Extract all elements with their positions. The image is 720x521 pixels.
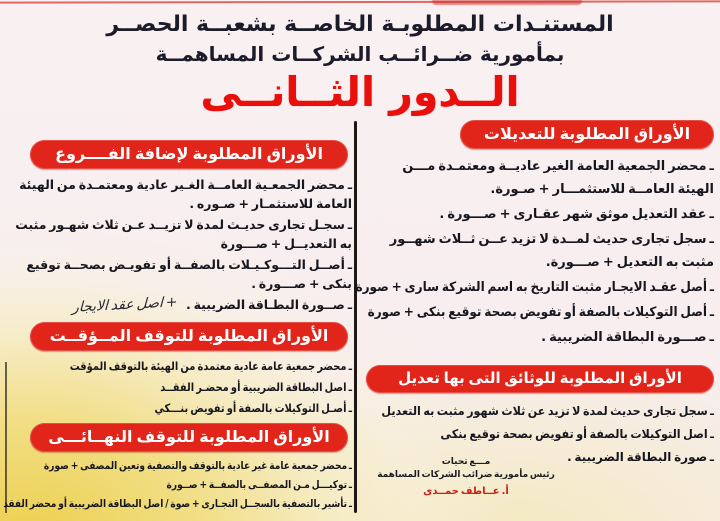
list-item: ـ أصــل التـــوكـيـلات بالصفــة أو تفويـض بصحــة توقيع بنكى + صـــورة . <box>26 257 352 291</box>
top-edge-line <box>0 0 720 3</box>
section-final-stop <box>3 423 353 513</box>
list-item: ـ صورة البطاقة الضريبية . <box>567 450 714 464</box>
right-column <box>355 112 714 497</box>
list-item: ـ اصل البطاقة الضريبية أو محضـر الفقــد <box>160 380 352 394</box>
list-item: ـ أصل عقـد الايجـار مثبت التاريخ به اسم الشركة سارى + صورة <box>355 280 714 295</box>
section-header-final-stop: الأوراق المطلوبة للتوقف النهــائـــى <box>30 423 348 452</box>
list-item: ـ عقد التعديل موثق شهر عقـارى + صـــورة . <box>439 207 714 222</box>
signature-title: رئيس مأمورية ضرائب الشركات المساهمة <box>377 470 555 480</box>
section-header-temporary-stop: الأوراق المطلوبة للتوقف المــؤقــت <box>30 322 348 351</box>
signature-greeting: مـــع تحيات <box>441 457 491 467</box>
section-header-amended-documents: الأوراق المطلوبة للوثائق التى بها تعديل <box>366 365 714 393</box>
list-item: ـ محضر الجمعية العامة الغير عاديــة ومعتمـدة مـــن الهيئة العامــة للاستثمـــار + صـورة. <box>402 159 714 197</box>
left-column <box>3 138 353 515</box>
list-item: ـ محضر الجمعـية العامــة الغـير عادية ومعتمـدة من الهيئة العامة للاستثمـار + صـوره . <box>19 177 352 211</box>
main-title: الــدور الثــانــى <box>200 68 520 116</box>
left-scan-edge <box>5 362 7 513</box>
section-amended-documents <box>366 365 714 468</box>
list-item: ـ سجل تجارى حديث لمــدة لا تزيد عــن ثــلاث شهــور مثبت به التعديل + صـــورة. <box>389 232 714 270</box>
list-item-text: ـ صــورة البطـاقة الضريبية . <box>185 297 352 312</box>
title-line-1: المستنـدات المطلوبـة الخاصــة بشعبــة الحصــر <box>106 12 614 37</box>
doc-header <box>0 10 720 116</box>
section-header-amendments: الأوراق المطلوبة للتعديلات <box>460 120 714 149</box>
top-red-smudge <box>432 0 582 5</box>
section-amendments <box>355 120 714 349</box>
signature-block <box>370 456 562 498</box>
section-add-branches <box>12 140 352 315</box>
list-item: ـ سجل تجارى حديث لمدة لا تزيد عن ثلاث شهور مثبت به التعديل <box>381 404 714 418</box>
section-temporary-stop <box>12 322 352 418</box>
list-item: ـ صـــورة البطاقة الضريبية . <box>541 330 714 345</box>
handwritten-note: + اصل عقد الايجار <box>72 294 179 316</box>
list-item: ـ محضر جمعية عامة غير عادية بالتوقف والتصفية وتعين المصفى + صورة <box>43 460 352 472</box>
list-item: ـ توكيـــل مـن المصفــى بالصفــة + صــورة <box>166 479 352 491</box>
signature-name: أ. عــاطف حمــدى <box>423 486 509 497</box>
title-line-2: بمأمورية ضــرائــب الشركــات المساهمــة <box>155 42 565 66</box>
section-header-add-branches: الأوراق المطلوبة لإضافة الفــــروع <box>30 140 348 169</box>
list-item: ـ اصل التوكيلات بالصفة أو تفويض بصحة توقيع بنكى <box>440 427 714 441</box>
list-item: ـ سجـل تجارى حديـث لمدة لا تزيــد عـن ثلاث شهـور مثبت به التعديــل + صـــورة <box>15 217 352 251</box>
list-item <box>12 295 352 315</box>
list-item: ـ أصل التوكيلات بالصفة أو تفويض بصحة توقيع بنكى + صورة <box>367 305 714 320</box>
list-item: ـ تأشير بالتصفية بالسجــل التجـارى + صوة / اصل البطاقة الضريبية أو محضر الفقد <box>3 498 353 510</box>
list-item: ـ محضر جمعية عامة عادية معتمدة من الهيئة بالتوقف المؤقت <box>69 359 352 373</box>
list-item: ـ أصـل التوكيلات بالصفة أو تفويض بنـــكي <box>154 401 352 415</box>
column-divider <box>354 121 357 513</box>
